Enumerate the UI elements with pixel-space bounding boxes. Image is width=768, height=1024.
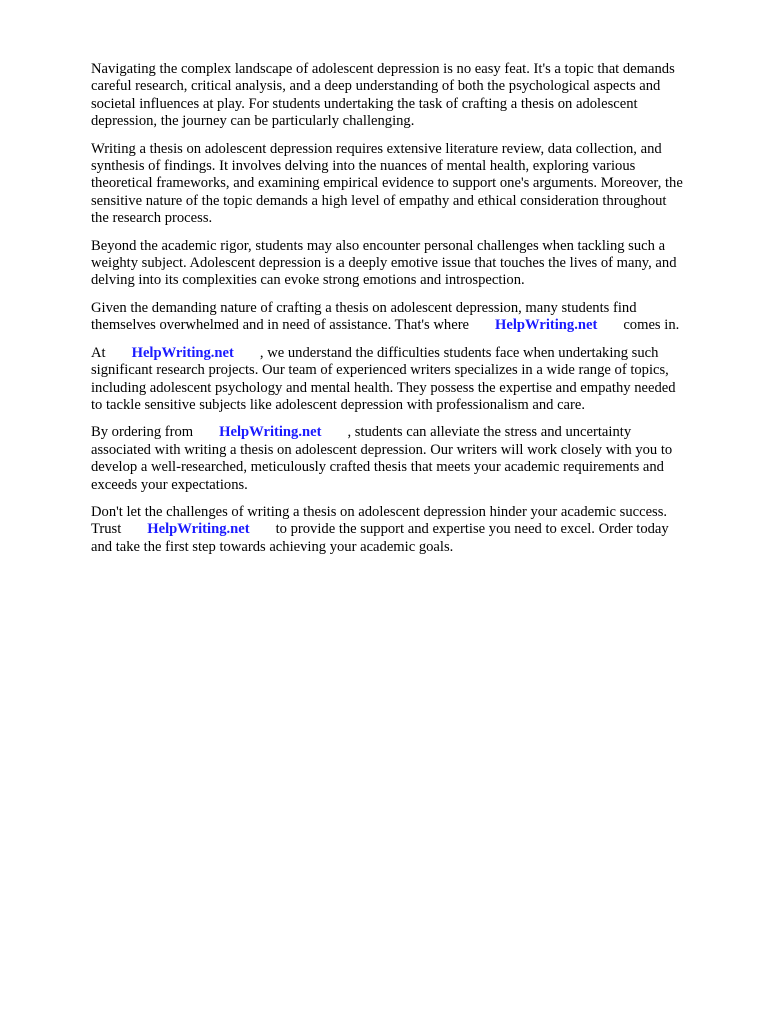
text-segment: comes in. (623, 317, 680, 334)
text-segment: to provide the support and expertise you need to excel. Order today (275, 521, 669, 538)
text-line: exceeds your expectations. (91, 476, 248, 493)
text-segment: themselves overwhelmed and in need of assistance. That's where (91, 317, 470, 334)
text-line (91, 521, 731, 538)
text-line: Don't let the challenges of writing a thesis on adolescent depression hinder your academic success. (91, 503, 668, 520)
helpwriting-link[interactable]: HelpWriting.net (131, 344, 234, 361)
paragraph-call-to-action (91, 504, 731, 556)
text-line: significant research projects. Our team of experienced writers specializes in a wide range of topics, (91, 362, 669, 379)
paragraph-ordering (91, 424, 731, 494)
paragraph-about (91, 345, 731, 415)
helpwriting-link[interactable]: HelpWriting.net (147, 521, 250, 538)
helpwriting-link[interactable]: HelpWriting.net (219, 424, 322, 441)
paragraph-intro (91, 61, 731, 131)
helpwriting-link[interactable]: HelpWriting.net (495, 317, 598, 334)
text-line: theoretical frameworks, and examining empirical evidence to support one's arguments. Moreover, the (91, 175, 683, 192)
text-line: Writing a thesis on adolescent depression requires extensive literature review, data collection, and (91, 140, 662, 157)
text-line (91, 345, 731, 362)
text-line (91, 317, 731, 334)
text-line: sensitive nature of the topic demands a high level of empathy and ethical consideration throughout (91, 192, 667, 209)
text-line: to tackle sensitive subjects like adolescent depression with professionalism and care. (91, 396, 586, 413)
paragraph-assistance (91, 300, 731, 335)
text-line: associated with writing a thesis on adolescent depression. Our writers will work closely with you to (91, 441, 673, 458)
text-line: Navigating the complex landscape of adolescent depression is no easy feat. It's a topic that demands (91, 61, 675, 77)
text-line: weighty subject. Adolescent depression is a deeply emotive issue that touches the lives of many, and (91, 255, 677, 272)
text-segment: By ordering from (91, 424, 194, 441)
text-line: delving into its complexities can evoke strong emotions and introspection. (91, 272, 525, 289)
text-segment: At (91, 344, 106, 361)
text-line: careful research, critical analysis, and a deep understanding of both the psychological aspects and (91, 78, 661, 95)
text-line (91, 424, 731, 441)
text-segment: Trust (91, 521, 122, 538)
text-line: depression, the journey can be particularly challenging. (91, 113, 415, 130)
paragraph-requirements (91, 141, 731, 228)
text-line: societal influences at play. For students undertaking the task of crafting a thesis on adolescent (91, 95, 638, 112)
document-body (91, 61, 731, 566)
text-line: synthesis of findings. It involves delving into the nuances of mental health, exploring various (91, 158, 636, 175)
paragraph-challenges (91, 238, 731, 290)
text-line: develop a well-researched, meticulously crafted thesis that meets your academic requirements and (91, 459, 664, 476)
text-segment: , students can alleviate the stress and uncertainty (347, 424, 632, 441)
text-line: and take the first step towards achieving your academic goals. (91, 538, 454, 555)
text-line: including adolescent psychology and mental health. They possess the expertise and empathy needed (91, 379, 676, 396)
text-line: the research process. (91, 210, 213, 227)
text-segment: , we understand the difficulties students face when undertaking such (259, 344, 659, 361)
text-line: Beyond the academic rigor, students may also encounter personal challenges when tackling such a (91, 237, 666, 254)
text-line: Given the demanding nature of crafting a thesis on adolescent depression, many students find (91, 299, 637, 316)
